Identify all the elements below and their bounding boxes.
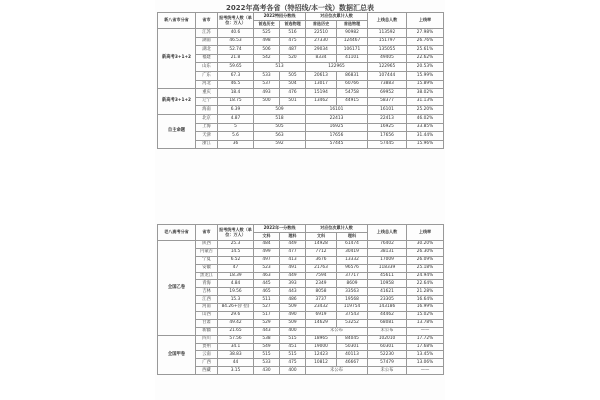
table-row <box>158 46 444 55</box>
rate-cell: 13.06% <box>407 359 444 367</box>
total-cell: 16925 <box>368 123 407 132</box>
table-row <box>158 304 444 312</box>
count-cell: 86831 <box>337 71 368 80</box>
cutoff-subheader: 首选物理 <box>280 21 306 29</box>
cutoff-cell: 549 <box>254 343 280 351</box>
count-cell: 27330 <box>306 37 337 46</box>
cutoff-cell: 490 <box>280 312 306 320</box>
count-cell: 13332 <box>337 256 368 264</box>
province-cell: 新疆 <box>196 327 218 335</box>
total-cell: 38131 <box>368 248 407 256</box>
cutoff-cell: 443 <box>280 288 306 296</box>
count-cell: 124467 <box>337 37 368 46</box>
count-cell: 21763 <box>306 264 337 272</box>
count-cell: 37543 <box>337 312 368 320</box>
cutoff-cell: 513 <box>254 63 306 72</box>
province-cell: 河北 <box>196 80 218 89</box>
rate-cell: 17.72% <box>407 335 444 343</box>
province-cell: 上海 <box>196 123 218 132</box>
cutoff-cell: 529 <box>254 319 280 327</box>
total-cell: 68081 <box>368 319 407 327</box>
table-row <box>158 327 444 335</box>
cutoff-cell: 509 <box>280 319 306 327</box>
rate-cell: 21.28% <box>407 288 444 296</box>
cutoff-cell: 516 <box>280 29 306 38</box>
province-cell: 浙江 <box>196 140 218 149</box>
rate-cell: 31.44% <box>407 132 444 141</box>
rate-cell: 15.02% <box>407 312 444 320</box>
cutoff-cell: 445 <box>254 280 280 288</box>
total-cell: 17656 <box>368 132 407 141</box>
count-cell: 10812 <box>306 359 337 367</box>
cutoff-cell: 525 <box>254 29 280 38</box>
count-cell: 46667 <box>337 359 368 367</box>
table-row <box>158 296 444 304</box>
cutoff-cell: 563 <box>254 132 306 141</box>
province-cell: 宁夏 <box>196 256 218 264</box>
applicants-cell: 4.87 <box>218 114 254 123</box>
count-cell: 20613 <box>306 71 337 80</box>
cutoff-cell: 491 <box>280 264 306 272</box>
cutoff-cell: 443 <box>254 327 280 335</box>
table-new-gaokao <box>157 12 444 149</box>
province-cell: 天津 <box>196 132 218 141</box>
cutoff-subheader: 文科 <box>254 233 280 241</box>
total-cell: 118339 <box>368 264 407 272</box>
province-cell: 山东 <box>196 63 218 72</box>
applicants-cell: 57.56 <box>218 335 254 343</box>
count-cell: 22510 <box>306 29 337 38</box>
rate-cell: 31.13% <box>407 97 444 106</box>
cutoff-cell: 463 <box>254 272 280 280</box>
total-cell: 49405 <box>368 54 407 63</box>
applicants-cell: 6.39 <box>218 106 254 115</box>
cutoff-header: 2022特招分数线 <box>254 13 306 21</box>
total-cell: 143186 <box>368 304 407 312</box>
applicants-cell: 18.39 <box>218 272 254 280</box>
count-cell: 16925 <box>306 123 368 132</box>
province-cell: 吉林 <box>196 288 218 296</box>
table-row <box>158 114 444 123</box>
count-cell: 2349 <box>306 280 337 288</box>
count-cell: 6919 <box>306 312 337 320</box>
applicants-cell: 6.52 <box>218 256 254 264</box>
table-row <box>158 97 444 106</box>
cutoff-cell: 451 <box>280 343 306 351</box>
count-cell: 37717 <box>337 272 368 280</box>
count-cell: 8609 <box>337 280 368 288</box>
cutoff-cell: 533 <box>254 359 280 367</box>
rate-cell: 22.62% <box>407 54 444 63</box>
count-cell: 90982 <box>337 29 368 38</box>
province-cell: 内蒙古 <box>196 248 218 256</box>
total-cell: 102010 <box>368 335 407 343</box>
province-cell: 海南 <box>196 106 218 115</box>
count-cell: 57445 <box>306 140 368 149</box>
applicants-cell: 5 <box>218 123 254 132</box>
total-cell: 52230 <box>368 351 407 359</box>
count-cell: 22413 <box>306 114 368 123</box>
cutoff-cell: 515 <box>254 351 280 359</box>
total-cell: 57445 <box>368 140 407 149</box>
applicants-cell: 40.6 <box>218 29 254 38</box>
applicants-cell: 4.84 <box>218 280 254 288</box>
cutoff-cell: 497 <box>254 256 280 264</box>
total-cell: 57479 <box>368 359 407 367</box>
cutoff-subheader: 首选历史 <box>254 21 280 29</box>
rate-cell: 13.45% <box>407 351 444 359</box>
rate-cell: 26.09% <box>407 256 444 264</box>
count-cell: 122965 <box>306 63 368 72</box>
cutoff-cell: 400 <box>280 367 306 375</box>
province-cell: 贵州 <box>196 343 218 351</box>
applicants-cell: 49.42 <box>218 319 254 327</box>
rate-cell: 25.18% <box>407 264 444 272</box>
cutoff-cell: 393 <box>280 280 306 288</box>
applicants-cell: 84.26+(扩招) <box>218 304 254 312</box>
rate-cell: 16.64% <box>407 296 444 304</box>
count-cell: 60766 <box>337 80 368 89</box>
count-cell: 29034 <box>306 46 337 55</box>
count-header: 对应位次累计人数 <box>306 225 368 233</box>
applicants-cell: 38.83 <box>218 351 254 359</box>
province-cell: 北京 <box>196 114 218 123</box>
table-row <box>158 335 444 343</box>
province-cell: 湖北 <box>196 46 218 55</box>
cutoff-cell: 499 <box>254 248 280 256</box>
applicants-cell: 59.65 <box>218 63 254 72</box>
table-row <box>158 351 444 359</box>
cutoff-cell: 477 <box>280 248 306 256</box>
total-cell: 16101 <box>368 106 407 115</box>
count-cell: 14928 <box>306 241 337 249</box>
cutoff-cell: 504 <box>280 80 306 89</box>
total-cell: 107444 <box>368 71 407 80</box>
count-cell: 12423 <box>306 351 337 359</box>
applicants-cell: 14.5 <box>218 248 254 256</box>
applicants-cell: 5.6 <box>218 132 254 141</box>
province-cell: 黑龙江 <box>196 272 218 280</box>
group-label: 新高考3+1+2 <box>158 29 196 89</box>
cutoff-cell: 527 <box>254 304 280 312</box>
cutoff-cell: 538 <box>254 335 280 343</box>
province-cell: 重庆 <box>196 89 218 98</box>
rate-cell: 20.53% <box>407 63 444 72</box>
cutoff-cell: 500 <box>254 97 280 106</box>
rate-cell: 22.64% <box>407 280 444 288</box>
rate-cell: 30.20% <box>407 241 444 249</box>
cutoff-cell: 523 <box>254 264 280 272</box>
cutoff-cell: 509 <box>280 304 306 312</box>
rate-header: 上线率 <box>407 225 444 241</box>
applicants-cell: 21.65 <box>218 327 254 335</box>
province-cell: 青海 <box>196 280 218 288</box>
count-cell: 119754 <box>337 304 368 312</box>
total-cell: 76402 <box>368 241 407 249</box>
cutoff-cell: 505 <box>280 71 306 80</box>
count-cell: 3737 <box>306 296 337 304</box>
applicants-cell: 46.5 <box>218 80 254 89</box>
cutoff-cell: 592 <box>254 140 306 149</box>
count-subheader: 首选历史 <box>306 21 337 29</box>
cutoff-cell: 449 <box>280 272 306 280</box>
total-cell: 60301 <box>368 343 407 351</box>
count-cell: 8058 <box>306 288 337 296</box>
total-cell: 10958 <box>368 280 407 288</box>
applicants-cell: 47 <box>218 264 254 272</box>
table-row <box>158 359 444 367</box>
cutoff-cell: 486 <box>280 296 306 304</box>
province-cell: 四川 <box>196 335 218 343</box>
rate-cell: 13.78% <box>407 319 444 327</box>
table-row <box>158 132 444 141</box>
applicants-cell: 46.53 <box>218 37 254 46</box>
total-cell: 122965 <box>368 63 407 72</box>
count-cell: 15194 <box>306 89 337 98</box>
table-old-gaokao <box>157 224 444 375</box>
province-cell: 江西 <box>196 296 218 304</box>
table-row <box>158 367 444 375</box>
table-row <box>158 319 444 327</box>
total-cell: 58377 <box>368 97 407 106</box>
count-cell: 3676 <box>306 256 337 264</box>
applicants-cell: 21.8 <box>218 54 254 63</box>
table-row <box>158 264 444 272</box>
count-cell: 53252 <box>337 319 368 327</box>
total-header: 上线总人数 <box>368 13 407 29</box>
count-cell: 54758 <box>337 89 368 98</box>
cutoff-cell: 509 <box>254 106 306 115</box>
cutoff-cell: 518 <box>254 114 306 123</box>
count-cell: 19568 <box>337 296 368 304</box>
total-cell: 135055 <box>368 46 407 55</box>
province-cell: 山西 <box>196 312 218 320</box>
province-cell: 广西 <box>196 359 218 367</box>
applicants-header: 报考统考人数（单位：万人） <box>218 13 254 29</box>
applicants-cell: 19.56 <box>218 288 254 296</box>
count-cell: 106171 <box>337 46 368 55</box>
table-row <box>158 29 444 38</box>
group-label: 全国乙卷 <box>158 241 196 336</box>
table-row <box>158 140 444 149</box>
count-cell: 18965 <box>306 335 337 343</box>
cutoff-cell: 505 <box>254 123 306 132</box>
rate-cell: 33.85% <box>407 123 444 132</box>
applicants-cell: 44 <box>218 359 254 367</box>
province-cell: 湖南 <box>196 37 218 46</box>
count-cell: 7712 <box>306 248 337 256</box>
cutoff-cell: 476 <box>280 89 306 98</box>
cutoff-cell: 413 <box>280 256 306 264</box>
table-row <box>158 37 444 46</box>
group-header: 新八省市分省 <box>158 13 196 29</box>
rate-cell: 25.61% <box>407 46 444 55</box>
province-cell: 云南 <box>196 351 218 359</box>
province-cell: 甘肃 <box>196 319 218 327</box>
rate-cell: 15.99% <box>407 71 444 80</box>
count-cell: 96576 <box>337 264 368 272</box>
rate-cell: 26.30% <box>407 248 444 256</box>
count-cell: 41101 <box>337 54 368 63</box>
applicants-cell: 18.4 <box>218 89 254 98</box>
rate-cell: 38.02% <box>407 89 444 98</box>
count-header: 对应位次累计人数 <box>306 13 368 21</box>
rate-cell: 15.96% <box>407 140 444 149</box>
total-cell: 113592 <box>368 29 407 38</box>
table-row <box>158 63 444 72</box>
applicants-cell: 36 <box>218 140 254 149</box>
cutoff-cell: 487 <box>280 46 306 55</box>
total-cell: 73883 <box>368 80 407 89</box>
rate-cell: 16.99% <box>407 304 444 312</box>
cutoff-cell: 537 <box>254 80 280 89</box>
count-cell: 未公布 <box>306 367 368 375</box>
province-cell: 西藏 <box>196 367 218 375</box>
count-cell: 14629 <box>306 319 337 327</box>
table-row <box>158 288 444 296</box>
count-cell: 44915 <box>337 97 368 106</box>
total-header: 上线总人数 <box>368 225 407 241</box>
total-cell: 未公布 <box>368 327 407 335</box>
table-row <box>158 241 444 249</box>
cutoff-cell: 475 <box>280 37 306 46</box>
cutoff-cell: 515 <box>280 351 306 359</box>
total-cell: 23305 <box>368 296 407 304</box>
total-cell: 45611 <box>368 272 407 280</box>
document-title: 2022年高考各省（特招线/本一线）数据汇总表 <box>225 4 375 12</box>
cutoff-cell: 400 <box>280 327 306 335</box>
count-cell: 84045 <box>337 335 368 343</box>
table-row <box>158 256 444 264</box>
cutoff-cell: 501 <box>280 97 306 106</box>
rate-cell: 26.76% <box>407 37 444 46</box>
rate-cell: 25.20% <box>407 106 444 115</box>
province-header: 省市 <box>196 13 218 29</box>
applicants-cell: 29.6 <box>218 312 254 320</box>
count-cell: 13017 <box>306 80 337 89</box>
rate-cell: —— <box>407 367 444 375</box>
count-cell: 33563 <box>337 288 368 296</box>
count-cell: 61474 <box>337 241 368 249</box>
count-cell: 30419 <box>337 248 368 256</box>
applicants-cell: 34.1 <box>218 343 254 351</box>
count-subheader: 文科 <box>306 233 337 241</box>
cutoff-cell: 465 <box>254 288 280 296</box>
count-cell: 50301 <box>337 343 368 351</box>
cutoff-header: 2022年一分数线 <box>254 225 306 233</box>
applicants-cell: 52.74 <box>218 46 254 55</box>
count-cell: 未公布 <box>306 327 368 335</box>
rate-cell: 27.98% <box>407 29 444 38</box>
table-row <box>158 106 444 115</box>
total-cell: 151797 <box>368 37 407 46</box>
cutoff-cell: 449 <box>280 241 306 249</box>
total-cell: 44462 <box>368 312 407 320</box>
table-row <box>158 80 444 89</box>
table-row <box>158 71 444 80</box>
count-cell: 13462 <box>306 97 337 106</box>
total-cell: 17009 <box>368 256 407 264</box>
applicants-cell: 67.3 <box>218 71 254 80</box>
table-row <box>158 280 444 288</box>
table-row <box>158 248 444 256</box>
group-label: 自主命题 <box>158 114 196 148</box>
count-cell: 8334 <box>306 54 337 63</box>
group-label: 新高考3+1+2 <box>158 89 196 115</box>
table-row <box>158 123 444 132</box>
rate-cell: 17.68% <box>407 343 444 351</box>
table-row <box>158 54 444 63</box>
total-cell: 未公布 <box>368 367 407 375</box>
cutoff-cell: 493 <box>254 89 280 98</box>
province-header: 省市 <box>196 225 218 241</box>
count-cell: 19000 <box>306 343 337 351</box>
table-row <box>158 312 444 320</box>
table-row <box>158 272 444 280</box>
rate-cell: 15.89% <box>407 80 444 89</box>
cutoff-cell: 533 <box>254 71 280 80</box>
rate-header: 上线率 <box>407 13 444 29</box>
cutoff-cell: 475 <box>280 359 306 367</box>
count-cell: 7594 <box>306 272 337 280</box>
cutoff-subheader: 理科 <box>280 233 306 241</box>
group-label: 全国甲卷 <box>158 335 196 374</box>
cutoff-cell: 506 <box>254 46 280 55</box>
applicants-cell: 25.3 <box>218 241 254 249</box>
rate-cell: —— <box>407 327 444 335</box>
count-cell: 16101 <box>306 106 368 115</box>
cutoff-cell: 542 <box>254 54 280 63</box>
document-page <box>155 0 445 400</box>
table-row <box>158 343 444 351</box>
province-cell: 陕西 <box>196 241 218 249</box>
cutoff-cell: 484 <box>254 241 280 249</box>
total-cell: 41621 <box>368 288 407 296</box>
province-cell: 辽宁 <box>196 97 218 106</box>
table-row <box>158 89 444 98</box>
province-cell: 安徽 <box>196 264 218 272</box>
cutoff-cell: 498 <box>254 37 280 46</box>
count-cell: 23432 <box>306 304 337 312</box>
applicants-cell: 18.75 <box>218 97 254 106</box>
cutoff-cell: 515 <box>280 335 306 343</box>
applicants-cell: 15.3 <box>218 296 254 304</box>
province-cell: 广东 <box>196 71 218 80</box>
group-header: 老八高考分省 <box>158 225 196 241</box>
count-cell: 40113 <box>337 351 368 359</box>
count-subheader: 理科 <box>337 233 368 241</box>
rate-cell: 24.94% <box>407 272 444 280</box>
cutoff-cell: 430 <box>254 367 280 375</box>
cutoff-cell: 517 <box>254 312 280 320</box>
header-row <box>158 13 444 21</box>
applicants-cell: 3.15 <box>218 367 254 375</box>
province-cell: 福建 <box>196 54 218 63</box>
count-cell: 17656 <box>306 132 368 141</box>
province-cell: 河南 <box>196 304 218 312</box>
cutoff-cell: 511 <box>254 296 280 304</box>
province-cell: 江苏 <box>196 29 218 38</box>
count-subheader: 首选物理 <box>337 21 368 29</box>
total-cell: 69952 <box>368 89 407 98</box>
total-cell: 22413 <box>368 114 407 123</box>
applicants-header: 报考统考人数（单位：万人） <box>218 225 254 241</box>
cutoff-cell: 520 <box>280 54 306 63</box>
header-row <box>158 225 444 233</box>
rate-cell: 46.02% <box>407 114 444 123</box>
